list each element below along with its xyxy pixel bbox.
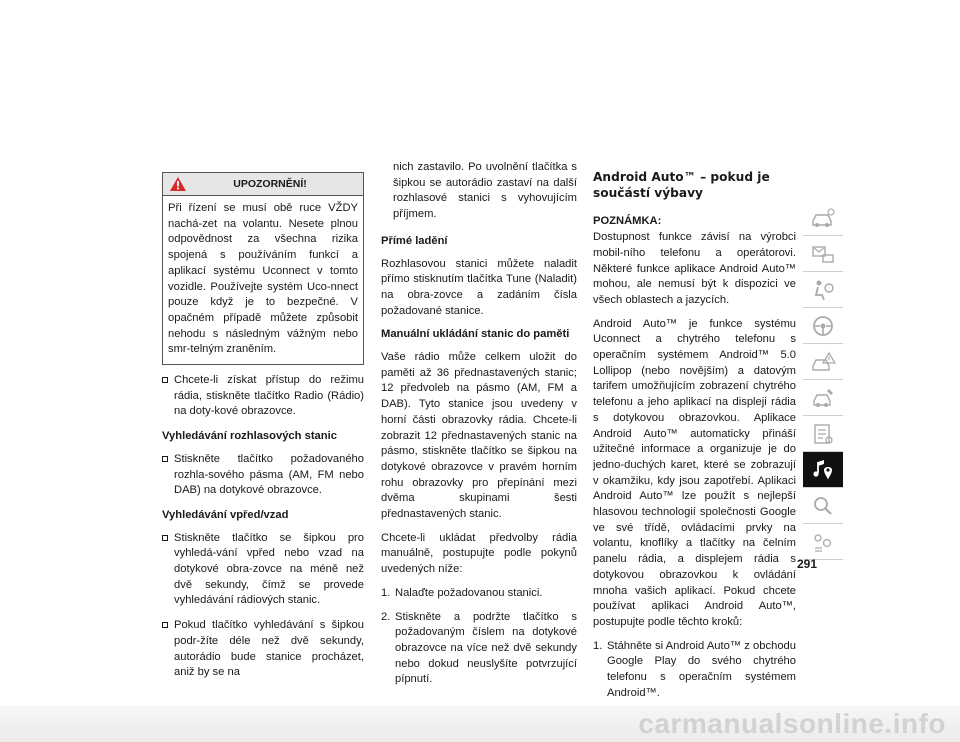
list-item <box>162 531 364 610</box>
column-right <box>593 170 796 710</box>
warning-header <box>163 173 363 196</box>
tab-service[interactable] <box>803 380 843 416</box>
bullet-box-icon <box>162 535 168 541</box>
continued-text: nich zastavilo. Po uvolnění tlačítka s šipkou se autorádio zastaví na další rozhlasové stanici s vyhovujícím příjmem. <box>393 161 577 221</box>
step-number: 1. <box>381 586 391 599</box>
paragraph: Rozhlasovou stanici můžete naladit přímo stisknutím tlačítka Tune (Naladit) na obra-zovce a zadáním čísla požadované stanice. <box>381 257 577 317</box>
note-text: Dostupnost funkce závisí na výrobci mobil-ního telefonu a operátorovi. Některé funkce aplikace Android Auto™ mohou, ale nemusí být k dispozici ve všech oblastech a jazycích. <box>593 231 796 306</box>
bullet-text: Stiskněte tlačítko se šipkou pro vyhledá-vání vpřed nebo vzad na dotykové obra-zovce na méně než dvě sekundy, čímž se provede vyhledávání rádiových stanic. <box>174 531 364 607</box>
warning-box <box>162 172 364 365</box>
step-number: 2. <box>381 610 391 623</box>
column-left <box>162 172 364 690</box>
step-number: 1. <box>593 639 603 652</box>
bullet-box-icon <box>162 377 168 383</box>
section-heading: Vyhledávání vpřed/vzad <box>162 508 289 521</box>
car-message-icon <box>810 242 836 266</box>
list-item <box>162 452 364 499</box>
step-text: Stáhněte si Android Auto™ z obchodu Google Play do svého chytrého telefonu s operačním systémem Android™. <box>607 639 796 699</box>
paragraph: Android Auto™ je funkce systému Uconnect a chytrého telefonu s operačním systémem Android™ 5.0 Lollipop (nebo novějším) a datovým tarifem umožňujícím zobrazení chytrého telefonu a jeho aplikací na displeji rádia s dotykovou obrazovkou. Aplikace Android Auto™ automaticky přináší užitečné informace a organizuje je do jedno-duchých karet, které se zobrazují v okamžiku, kdy jsou zapotřebí. Aplikaci Android Auto™ lze použít s nejlepší hlasovou technologií společnosti Google ve své třídě, ovládacími prvky na volantu, knoflíky a tlačítky na čelním panelu rádia, a displejem rádia s dotykovou obrazovkou k ovládání mnoha vašich aplikací. Pokud chcete používat aplikaci Android Auto™, postupujte podle těchto kroků: <box>593 317 796 628</box>
tab-multimedia[interactable] <box>803 452 843 488</box>
warning-title: UPOZORNĚNÍ! <box>233 178 307 190</box>
step-text: Nalaďte požadovanou stanici. <box>395 586 543 599</box>
paragraph: Vaše rádio může celkem uložit do paměti až 36 přednastavených stanic; 12 předvoleb na pásmo (AM, FM a DAB). Tyto stanice jsou uvedeny v horní části obrazovky rádia. Chcete-li zobrazit 12 přednastavených stanic na pásmo, stiskněte tlačítko se šipkou na dotykové obrazovce v pravém horním rohu obrazovky pro přepínání mezi dvěma skupinami šesti přednastavených stanic. <box>381 351 577 521</box>
section-heading: Vyhledávání rozhlasových stanic <box>162 430 337 443</box>
tab-index[interactable] <box>803 524 843 560</box>
step-text: Stiskněte a podržte tlačítko s požadovaným číslem na dotykové obrazovce na více než dvě sekundy nebo dokud neuslyšíte potvrzující pípnutí. <box>395 610 577 686</box>
section-title: Android Auto™ – pokud je součástí výbavy <box>593 170 770 200</box>
list-item <box>162 618 364 681</box>
airbag-icon <box>810 278 836 302</box>
watermark-text: carmanualsonline.info <box>638 708 946 739</box>
car-service-icon <box>810 386 836 410</box>
column-middle <box>381 160 577 696</box>
multimedia-icon <box>810 458 836 482</box>
tab-search[interactable] <box>803 488 843 524</box>
tab-specifications[interactable] <box>803 416 843 452</box>
specs-icon <box>810 422 836 446</box>
note-label: POZNÁMKA: <box>593 215 662 228</box>
bullet-text: Chcete-li získat přístup do režimu rádia, stiskněte tlačítko Radio (Rádio) na doty-kové obrazovce. <box>174 374 364 418</box>
tab-vehicle-info[interactable] <box>803 200 843 236</box>
numbered-step <box>381 586 577 602</box>
tab-safety[interactable] <box>803 272 843 308</box>
tab-emergency[interactable] <box>803 344 843 380</box>
bullet-box-icon <box>162 622 168 628</box>
chapter-tabs <box>803 200 843 560</box>
bullet-box-icon <box>162 456 168 462</box>
warning-triangle-icon <box>169 176 187 192</box>
search-icon <box>810 494 836 518</box>
warning-text: Při řízení se musí obě ruce VŽDY nachá-zet na volantu. Nesete plnou odpovědnost za všechna rizika spojená s používáním funkcí a aplikací systému Uconnect v tomto vozidle. Používejte systém Uco-nnect pouze když je to bezpečné. V opačném případě můžete způsobit nehodu s následným vážným nebo smr-telným zraněním. <box>168 202 358 356</box>
bullet-text: Pokud tlačítko vyhledávání s šipkou podr-žíte déle než dvě sekundy, autorádio bude stanice procházet, aniž by se na <box>174 619 364 679</box>
page-number: 291 <box>797 557 818 571</box>
list-item <box>162 373 364 420</box>
steering-wheel-icon <box>810 314 836 338</box>
tab-messages[interactable] <box>803 236 843 272</box>
section-heading: Přímé ladění <box>381 234 448 247</box>
car-info-icon <box>810 206 836 230</box>
paragraph: Chcete-li ukládat předvolby rádia manuálně, postupujte podle pokynů uvedených níže: <box>381 531 577 576</box>
numbered-step <box>381 610 577 689</box>
watermark-bar <box>0 706 960 742</box>
numbered-step <box>593 639 796 702</box>
index-icon <box>810 530 836 554</box>
tab-driving[interactable] <box>803 308 843 344</box>
bullet-text: Stiskněte tlačítko požadovaného rozhla-sového pásma (AM, FM nebo DAB) na dotykové obrazovce. <box>174 452 364 497</box>
warning-car-icon <box>810 350 836 374</box>
section-heading: Manuální ukládání stanic do paměti <box>381 328 570 341</box>
